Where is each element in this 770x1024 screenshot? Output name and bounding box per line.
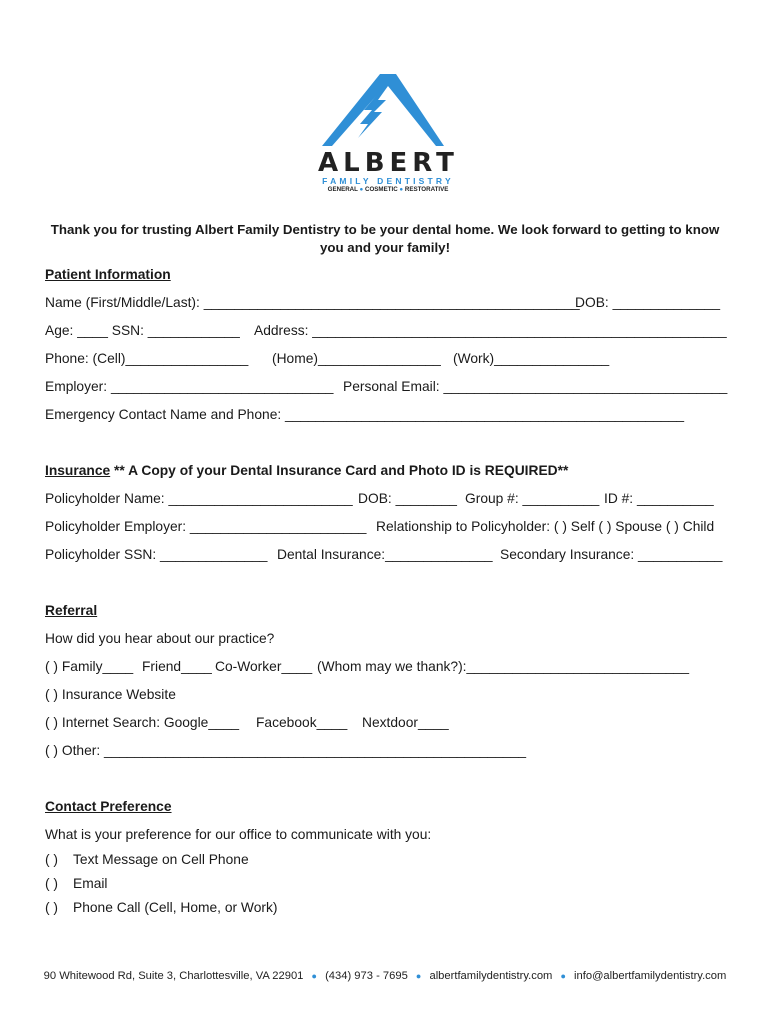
practice-logo [318,72,458,196]
group-number-field[interactable]: Group #: __________ [465,491,600,506]
contact-option-email: Email [73,876,108,891]
referral-insurance-website-option[interactable]: ( ) Insurance Website [45,687,176,702]
logo-tag-restorative: RESTORATIVE [404,186,449,193]
contact-email-checkbox[interactable]: ( ) [45,876,59,891]
contact-phone-checkbox[interactable]: ( ) [45,900,59,915]
footer-address: 90 Whitewood Rd, Suite 3, Charlottesville, VA 22901 [43,970,304,982]
age-ssn-field[interactable]: Age: ____ SSN: ____________ [45,323,240,338]
policyholder-dob-field[interactable]: DOB: ________ [358,491,457,506]
name-field[interactable]: Name (First/Middle/Last): _________________________________________________ [45,295,580,310]
secondary-insurance-field[interactable]: Secondary Insurance: ___________ [500,547,723,562]
patient-info-heading: Patient Information [45,267,171,282]
logo-tag-cosmetic: COSMETIC [365,186,398,193]
referral-friend-option[interactable]: Friend____ [142,659,212,674]
referral-facebook-option[interactable]: Facebook____ [256,715,348,730]
dot-icon: ● [311,971,317,981]
personal-email-field[interactable]: Personal Email: _____________________________________ [343,379,728,394]
intro-text: Thank you for trusting Albert Family Dentistry to be your dental home. We look forward to getting to know you and your family! [50,222,720,255]
contact-text-checkbox[interactable]: ( ) [45,852,59,867]
dot-icon: ● [399,186,404,193]
dot-icon: ● [415,971,422,981]
logo-subtitle: FAMILY DENTISTRY [322,176,454,186]
dot-icon: ● [560,971,566,981]
address-field[interactable]: Address: ______________________________________________________ [254,323,727,338]
home-phone-field[interactable]: (Home)________________ [272,351,441,366]
policyholder-employer-field[interactable]: Policyholder Employer: _______________________ [45,519,367,534]
emergency-contact-field[interactable]: Emergency Contact Name and Phone: ____________________________________________________ [45,407,685,422]
id-number-field[interactable]: ID #: __________ [604,491,714,506]
referral-whom-field[interactable]: (Whom may we thank?):_____________________________ [317,659,690,674]
referral-heading: Referral [45,603,98,618]
logo-tagline [318,186,458,193]
logo-tag-general: GENERAL [327,186,358,193]
footer-website[interactable]: albertfamilydentistry.com [429,970,553,982]
insurance-heading-line [45,463,568,478]
referral-question: How did you hear about our practice? [45,631,275,646]
logo-name: ALBERT [318,148,459,178]
contact-option-text: Text Message on Cell Phone [73,852,249,867]
contact-option-phone: Phone Call (Cell, Home, or Work) [73,900,278,915]
employer-field[interactable]: Employer: _____________________________ [45,379,334,394]
dot-icon: ● [359,186,364,193]
policyholder-name-field[interactable]: Policyholder Name: ________________________ [45,491,353,506]
referral-nextdoor-option[interactable]: Nextdoor____ [362,715,449,730]
mountain-logo-icon [318,72,458,152]
cell-phone-field[interactable]: Phone: (Cell)________________ [45,351,249,366]
work-phone-field[interactable]: (Work)_______________ [453,351,610,366]
footer-email[interactable]: info@albertfamilydentistry.com [574,970,727,982]
dental-insurance-field[interactable]: Dental Insurance:______________ [277,547,493,562]
referral-family-option[interactable]: ( ) Family____ [45,659,134,674]
contact-question: What is your preference for our office to communicate with you: [45,827,432,842]
insurance-heading: Insurance [45,463,111,478]
footer [40,970,730,982]
referral-coworker-option[interactable]: Co-Worker____ [215,659,313,674]
referral-internet-google-option[interactable]: ( ) Internet Search: Google____ [45,715,240,730]
relationship-field[interactable]: Relationship to Policyholder: ( ) Self ( ) Spouse ( ) Child [376,519,715,534]
footer-phone: (434) 973 - 7695 [325,970,408,982]
insurance-note: ** A Copy of your Dental Insurance Card and Photo ID is REQUIRED** [110,463,569,478]
contact-preference-heading: Contact Preference [45,799,172,814]
policyholder-ssn-field[interactable]: Policyholder SSN: ______________ [45,547,268,562]
dob-field[interactable]: DOB: ______________ [575,295,720,310]
referral-other-field[interactable]: ( ) Other: _______________________________________________________ [45,743,527,758]
